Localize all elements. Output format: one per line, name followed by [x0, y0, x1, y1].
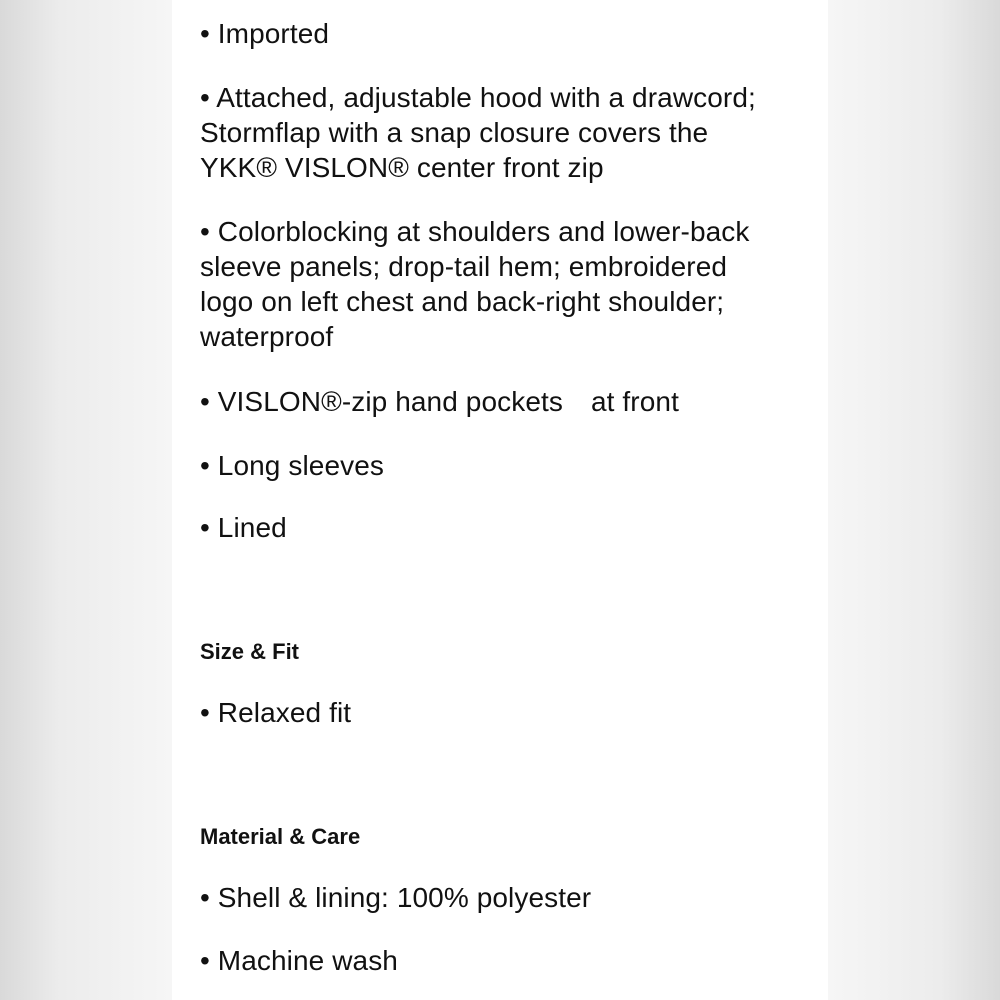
feature-lined: [200, 510, 810, 545]
feature-imported: [200, 16, 810, 51]
size-fit-heading: Size & Fit: [200, 639, 300, 664]
feature-line-part: • VISLON®-zip hand pockets: [200, 386, 563, 417]
care-line: • Machine wash: [200, 945, 398, 976]
feature-line: YKK® VISLON® center front zip: [200, 152, 604, 183]
feature-colorblocking: [200, 214, 810, 354]
material-care-heading: Material & Care: [200, 824, 361, 849]
feature-line: • Colorblocking at shoulders and lower-back: [200, 216, 750, 247]
feature-line: • Lined: [200, 512, 287, 543]
feature-line: • Imported: [200, 18, 330, 49]
feature-line: logo on left chest and back-right shoulder;: [200, 286, 725, 317]
feature-line: • Attached, adjustable hood with a drawcord;: [200, 82, 756, 113]
feature-line: • Long sleeves: [200, 450, 384, 481]
fit-relaxed: [200, 695, 810, 730]
feature-line: Stormflap with a snap closure covers the: [200, 117, 709, 148]
care-machine-wash: [200, 943, 810, 978]
feature-pockets: [200, 384, 810, 419]
feature-line: waterproof: [200, 321, 334, 352]
fit-line: • Relaxed fit: [200, 697, 352, 728]
material-shell-lining: [200, 880, 810, 915]
feature-line: sleeve panels; drop-tail hem; embroidered: [200, 251, 728, 282]
feature-hood: [200, 80, 810, 185]
product-details-panel: [172, 0, 828, 1000]
feature-line-part: at front: [590, 386, 679, 417]
feature-line: [200, 384, 810, 419]
feature-long-sleeves: [200, 448, 810, 483]
material-line: • Shell & lining: 100% polyester: [200, 882, 592, 913]
